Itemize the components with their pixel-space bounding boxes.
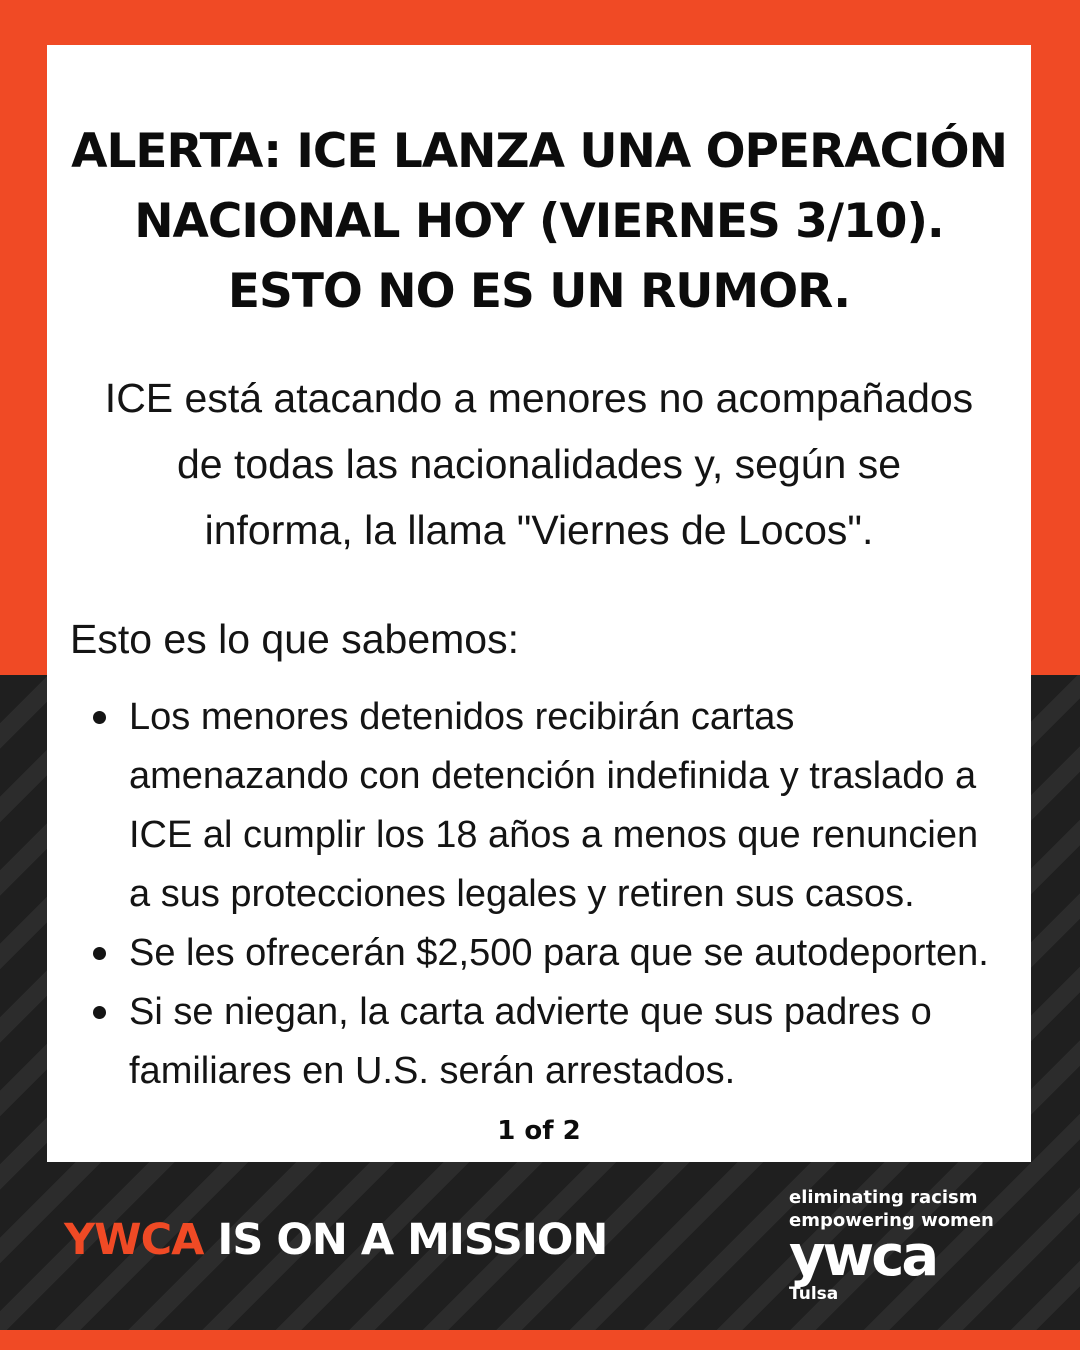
intro-line: informa, la llama "Viernes de Locos". bbox=[204, 507, 874, 553]
mission-rest: IS ON A MISSION bbox=[203, 1215, 608, 1265]
list-item-line: Si se niegan, la carta advierte que sus padres o bbox=[129, 991, 932, 1033]
facts-list bbox=[93, 688, 1023, 1101]
logo-tagline: eliminating racism bbox=[789, 1187, 978, 1208]
known-heading: Esto es lo que sabemos: bbox=[70, 616, 519, 662]
logo-wordmark: ywca bbox=[789, 1224, 937, 1289]
bullet-icon bbox=[93, 711, 106, 724]
list-item bbox=[93, 688, 1023, 924]
mission-accent: YWCA bbox=[64, 1215, 204, 1265]
headline-line: ESTO NO ES UN RUMOR. bbox=[227, 264, 851, 319]
intro-line: de todas las nacionalidades y, según se bbox=[176, 441, 902, 487]
intro-line: ICE está atacando a menores no acompañados bbox=[104, 375, 974, 421]
list-item-line: familiares en U.S. serán arrestados. bbox=[129, 1050, 736, 1092]
mission-statement bbox=[64, 1210, 607, 1270]
content-card bbox=[47, 45, 1031, 1162]
headline-line: ALERTA: ICE LANZA UNA OPERACIÓN bbox=[71, 124, 1007, 179]
ywca-tulsa-logo bbox=[789, 1186, 1029, 1306]
list-item-line: ICE al cumplir los 18 años a menos que renuncien bbox=[129, 814, 979, 856]
bullet-icon bbox=[93, 947, 106, 960]
headline bbox=[47, 117, 1031, 327]
list-item-line: a sus protecciones legales y retiren sus casos. bbox=[129, 873, 915, 915]
headline-line: NACIONAL HOY (VIERNES 3/10). bbox=[134, 194, 944, 249]
list-item-line: Se les ofrecerán $2,500 para que se autodeporten. bbox=[129, 932, 989, 974]
page-indicator: 1 of 2 bbox=[497, 1116, 581, 1146]
list-item-line: Los menores detenidos recibirán cartas bbox=[129, 696, 795, 738]
logo-tagline: empowering women bbox=[789, 1210, 994, 1231]
logo-city: Tulsa bbox=[789, 1284, 839, 1304]
bullet-icon bbox=[93, 1006, 106, 1019]
intro-paragraph bbox=[47, 365, 1031, 563]
orange-bottom-strip bbox=[0, 1330, 1080, 1350]
list-item bbox=[93, 924, 1023, 983]
list-item bbox=[93, 983, 1023, 1101]
list-item-line: amenazando con detención indefinida y traslado a bbox=[129, 755, 977, 797]
